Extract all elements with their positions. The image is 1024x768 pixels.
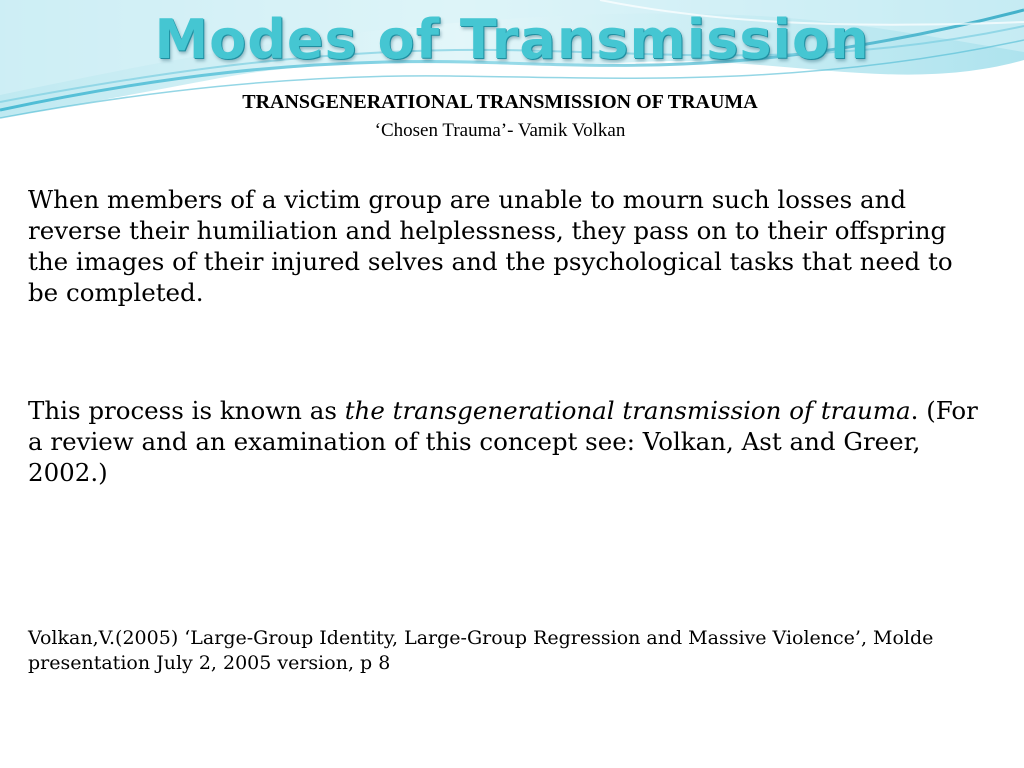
slide-title: Modes of Transmission	[154, 8, 870, 71]
paragraph-2-italic-term: the transgenerational transmission of trauma	[344, 396, 911, 425]
paragraph-2-lead: This process is known as	[28, 396, 345, 425]
subtitle-block	[0, 89, 1000, 147]
subtitle-main: TRANSGENERATIONAL TRANSMISSION OF TRAUMA	[242, 91, 758, 113]
subtitle-author: ‘Chosen Trauma’- Vamik Volkan	[374, 120, 626, 141]
body-paragraph-1: When members of a victim group are unable to mourn such losses and reverse their humiliation and helplessness, they pass on to their offspring the images of their injured selves and the psychological tasks that need to be completed.	[28, 185, 953, 307]
citation: Volkan,V.(2005) ‘Large-Group Identity, Large-Group Regression and Massive Violence’, Molde presentation July 2, 2005 version, p 8	[28, 627, 934, 674]
body-paragraph-2	[28, 395, 978, 488]
paragraph-2-tail: . (For a review and an examination of this concept see: Volkan, Ast and Greer, 2002.)	[28, 396, 978, 487]
